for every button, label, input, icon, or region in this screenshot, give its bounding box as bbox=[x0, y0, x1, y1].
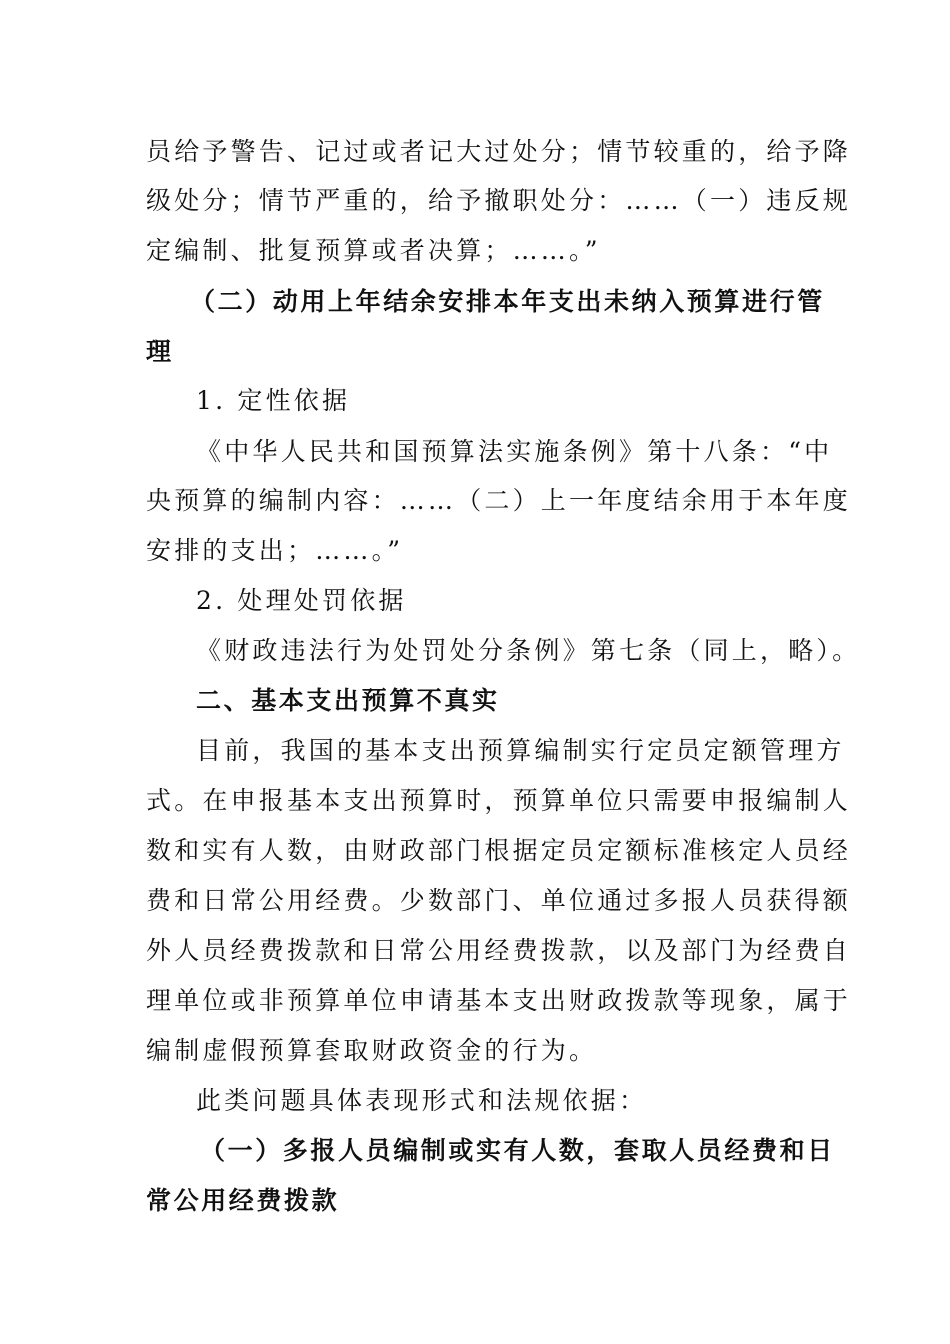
body-line: 式。在申报基本支出预算时，预算单位只需要申报编制人 bbox=[146, 786, 852, 815]
body-line: 此类问题具体表现形式和法规依据： bbox=[196, 1086, 648, 1115]
subheading: 2. 处理处罚依据 bbox=[196, 586, 407, 615]
section-heading-cont: 理 bbox=[146, 337, 174, 366]
section-heading-cont: 常公用经费拨款 bbox=[146, 1186, 340, 1215]
section-heading: 二、基本支出预算不真实 bbox=[196, 686, 500, 715]
body-line: 安排的支出；……。” bbox=[146, 536, 404, 565]
body-line: 《财政违法行为处罚处分条例》第七条（同上，略）。 bbox=[196, 636, 861, 665]
body-line: 央预算的编制内容：……（二）上一年度结余用于本年度 bbox=[146, 486, 852, 515]
body-line: 定编制、批复预算或者决算；……。” bbox=[146, 236, 601, 265]
body-line: 外人员经费拨款和日常公用经费拨款，以及部门为经费自 bbox=[146, 936, 852, 965]
body-line: 员给予警告、记过或者记大过处分；情节较重的，给予降 bbox=[146, 137, 852, 166]
section-heading: （二）动用上年结余安排本年支出未纳入预算进行管 bbox=[190, 287, 825, 316]
subheading: 1. 定性依据 bbox=[196, 386, 351, 415]
body-line: 目前，我国的基本支出预算编制实行定员定额管理方 bbox=[196, 736, 845, 765]
body-line: 编制虚假预算套取财政资金的行为。 bbox=[146, 1036, 598, 1065]
body-line: 费和日常公用经费。少数部门、单位通过多报人员获得额 bbox=[146, 886, 852, 915]
section-heading: （一）多报人员编制或实有人数，套取人员经费和日 bbox=[200, 1136, 835, 1165]
body-line: 数和实有人数，由财政部门根据定员定额标准核定人员经 bbox=[146, 836, 852, 865]
body-line: 理单位或非预算单位申请基本支出财政拨款等现象，属于 bbox=[146, 986, 852, 1015]
body-line: 《中华人民共和国预算法实施条例》第十八条：“中 bbox=[196, 437, 833, 466]
body-line: 级处分；情节严重的，给予撤职处分：……（一）违反规 bbox=[146, 186, 852, 215]
